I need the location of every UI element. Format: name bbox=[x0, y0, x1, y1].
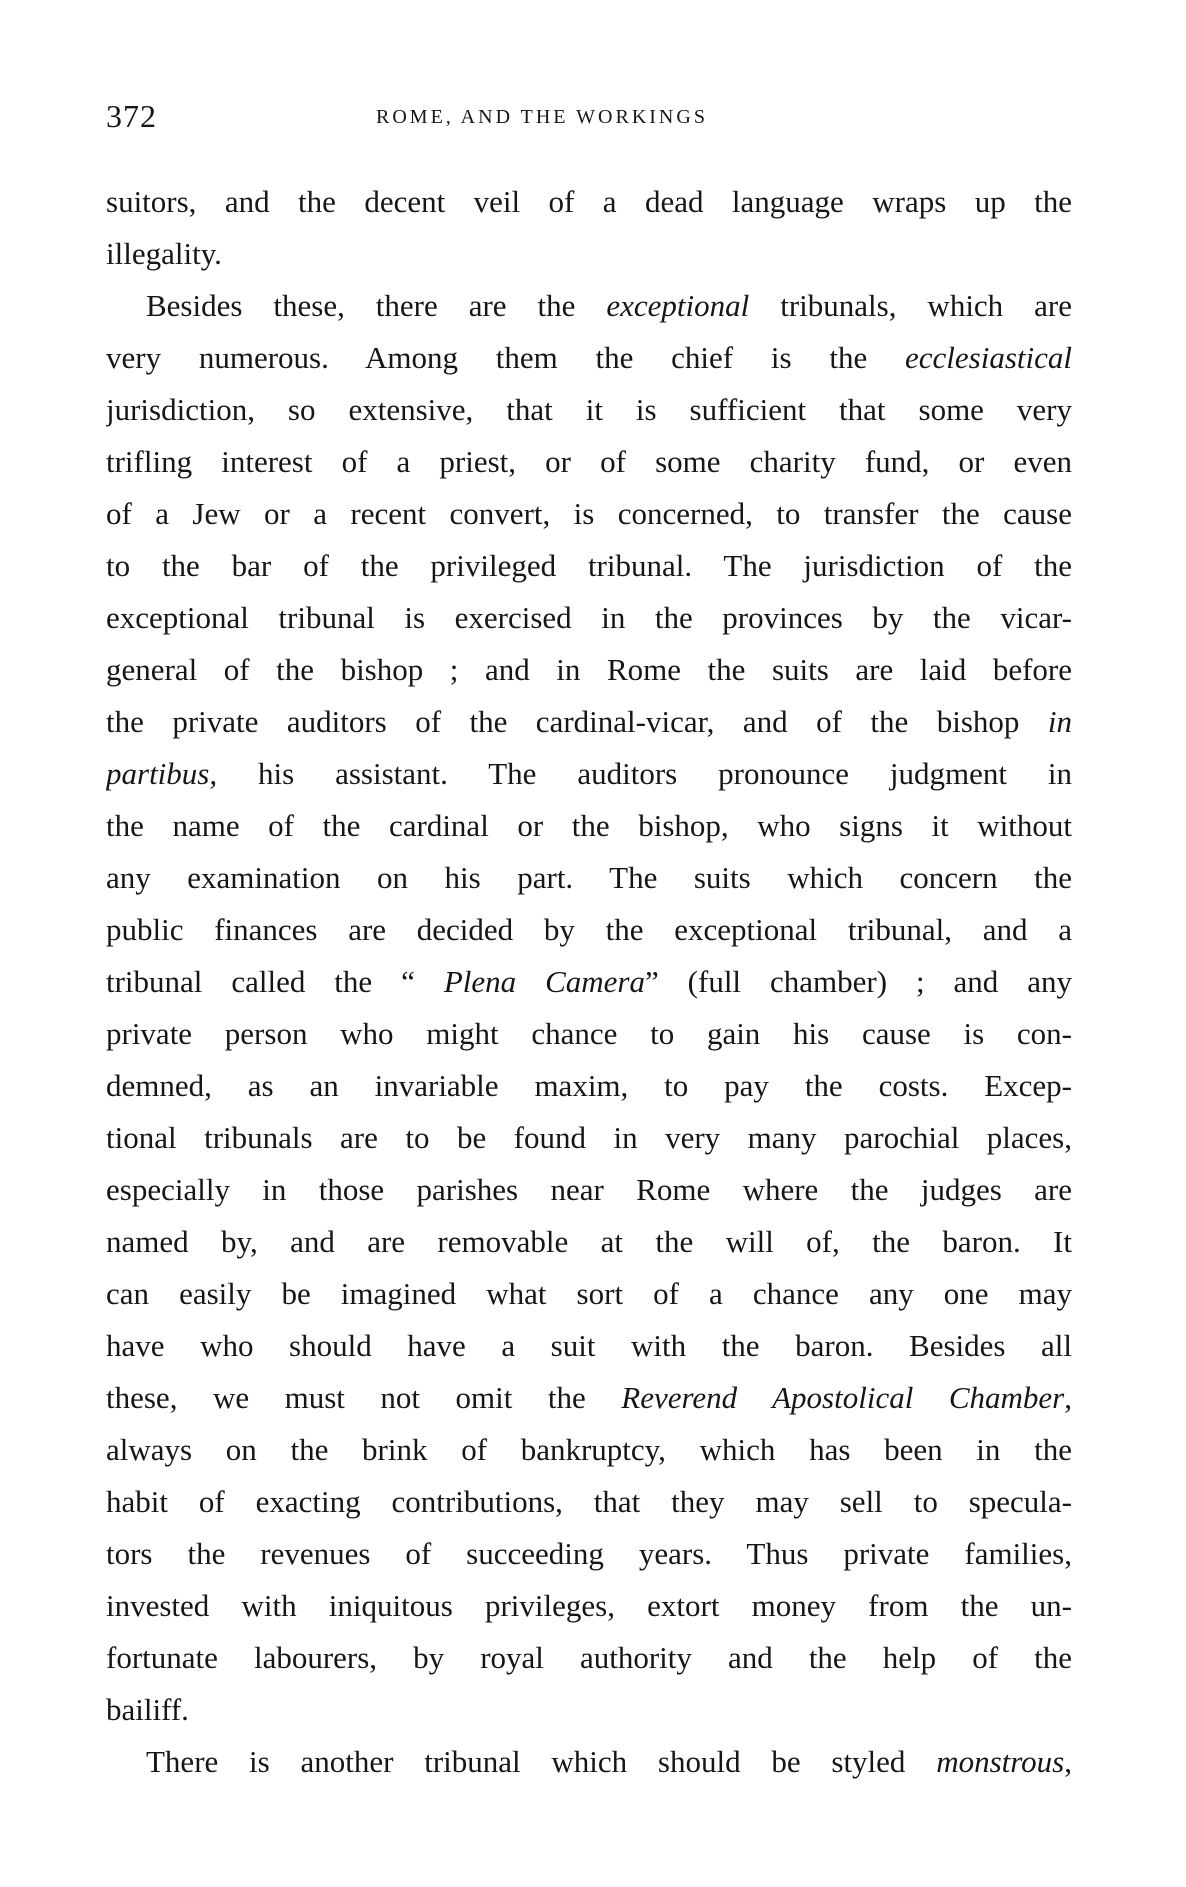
text-segment: especially in those parishes near Rome where the judges are bbox=[106, 1172, 1072, 1207]
italic-text-segment: monstrous bbox=[936, 1744, 1065, 1779]
text-segment: can easily be imagined what sort of a chance any one may bbox=[106, 1276, 1072, 1311]
text-line bbox=[106, 488, 1072, 540]
text-segment: any examination on his part. The suits which concern the bbox=[106, 860, 1072, 895]
text-segment: general of the bishop ; and in Rome the suits are laid before bbox=[106, 652, 1072, 687]
text-line bbox=[106, 1060, 1072, 1112]
italic-text-segment: ecclesiastical bbox=[905, 340, 1072, 375]
text-line bbox=[106, 1320, 1072, 1372]
text-line bbox=[106, 592, 1072, 644]
text-segment: ” (full chamber) ; and any bbox=[644, 964, 1072, 999]
text-segment: always on the brink of bankruptcy, which has been in the bbox=[106, 1432, 1072, 1467]
text-line bbox=[106, 280, 1072, 332]
text-segment: these, we must not omit the bbox=[106, 1380, 622, 1415]
text-segment: tribunal called the “ bbox=[106, 964, 444, 999]
italic-text-segment: Plena Camera bbox=[443, 964, 645, 999]
running-title: ROME, AND THE WORKINGS bbox=[376, 106, 708, 128]
text-segment: to the bar of the privileged tribunal. The jurisdiction of the bbox=[106, 548, 1072, 583]
text-segment: There is another tribunal which should be styled bbox=[146, 1744, 937, 1779]
text-segment: tional tribunals are to be found in very many parochial places, bbox=[106, 1120, 1072, 1155]
text-segment: bailiff. bbox=[106, 1692, 189, 1727]
text-line bbox=[106, 904, 1072, 956]
text-segment: illegality. bbox=[106, 236, 222, 271]
italic-text-segment: partibus, bbox=[106, 756, 218, 791]
text-segment: have who should have a suit with the baron. Besides all bbox=[106, 1328, 1072, 1363]
text-segment: habit of exacting contributions, that they may sell to specula- bbox=[106, 1484, 1072, 1519]
text-segment: fortunate labourers, by royal authority and the help of the bbox=[106, 1640, 1072, 1675]
text-line bbox=[106, 1476, 1072, 1528]
text-line bbox=[106, 176, 1072, 228]
running-head bbox=[106, 98, 1072, 138]
text-segment: jurisdiction, so extensive, that it is sufficient that some very bbox=[106, 392, 1072, 427]
text-segment: private person who might chance to gain his cause is con- bbox=[106, 1016, 1072, 1051]
text-line bbox=[106, 696, 1072, 748]
text-line bbox=[106, 1164, 1072, 1216]
text-line bbox=[106, 1372, 1072, 1424]
text-line bbox=[106, 228, 1072, 280]
text-segment: very numerous. Among them the chief is the bbox=[106, 340, 905, 375]
text-segment: tribunals, which are bbox=[749, 288, 1072, 323]
text-segment: Besides these, there are the bbox=[146, 288, 607, 323]
page-number: 372 bbox=[106, 98, 157, 134]
text-line bbox=[106, 1580, 1072, 1632]
text-line bbox=[106, 384, 1072, 436]
text-segment: demned, as an invariable maxim, to pay the costs. Excep- bbox=[106, 1068, 1072, 1103]
text-line bbox=[106, 1008, 1072, 1060]
text-segment: public finances are decided by the exceptional tribunal, and a bbox=[106, 912, 1072, 947]
text-line bbox=[106, 1268, 1072, 1320]
text-segment: trifling interest of a priest, or of some charity fund, or even bbox=[106, 444, 1072, 479]
text-line bbox=[106, 800, 1072, 852]
text-segment: exceptional tribunal is exercised in the provinces by the vicar- bbox=[106, 600, 1072, 635]
text-line bbox=[106, 956, 1072, 1008]
text-segment: his assistant. The auditors pronounce judgment in bbox=[217, 756, 1072, 791]
text-line bbox=[106, 644, 1072, 696]
text-line bbox=[106, 748, 1072, 800]
text-segment: , bbox=[1064, 1380, 1072, 1415]
text-line bbox=[106, 1216, 1072, 1268]
text-segment: the private auditors of the cardinal-vicar, and of the bishop bbox=[106, 704, 1048, 739]
text-line bbox=[106, 436, 1072, 488]
text-segment: the name of the cardinal or the bishop, who signs it without bbox=[106, 808, 1072, 843]
text-line bbox=[106, 1424, 1072, 1476]
text-segment: of a Jew or a recent convert, is concerned, to transfer the cause bbox=[106, 496, 1072, 531]
italic-text-segment: exceptional bbox=[606, 288, 750, 323]
text-line bbox=[106, 1684, 1072, 1736]
text-line bbox=[106, 1112, 1072, 1164]
text-line bbox=[106, 1528, 1072, 1580]
text-line bbox=[106, 332, 1072, 384]
body-text bbox=[106, 176, 1072, 1788]
text-line bbox=[106, 852, 1072, 904]
text-segment: suitors, and the decent veil of a dead language wraps up the bbox=[106, 184, 1072, 219]
text-segment: named by, and are removable at the will of, the baron. It bbox=[106, 1224, 1072, 1259]
text-segment: , bbox=[1064, 1744, 1072, 1779]
italic-text-segment: Reverend Apostolical Chamber bbox=[621, 1380, 1065, 1415]
text-line bbox=[106, 1632, 1072, 1684]
text-line bbox=[106, 1736, 1072, 1788]
text-line bbox=[106, 540, 1072, 592]
text-segment: tors the revenues of succeeding years. Thus private families, bbox=[106, 1536, 1072, 1571]
text-segment: invested with iniquitous privileges, extort money from the un- bbox=[106, 1588, 1072, 1623]
italic-text-segment: in bbox=[1047, 704, 1072, 739]
